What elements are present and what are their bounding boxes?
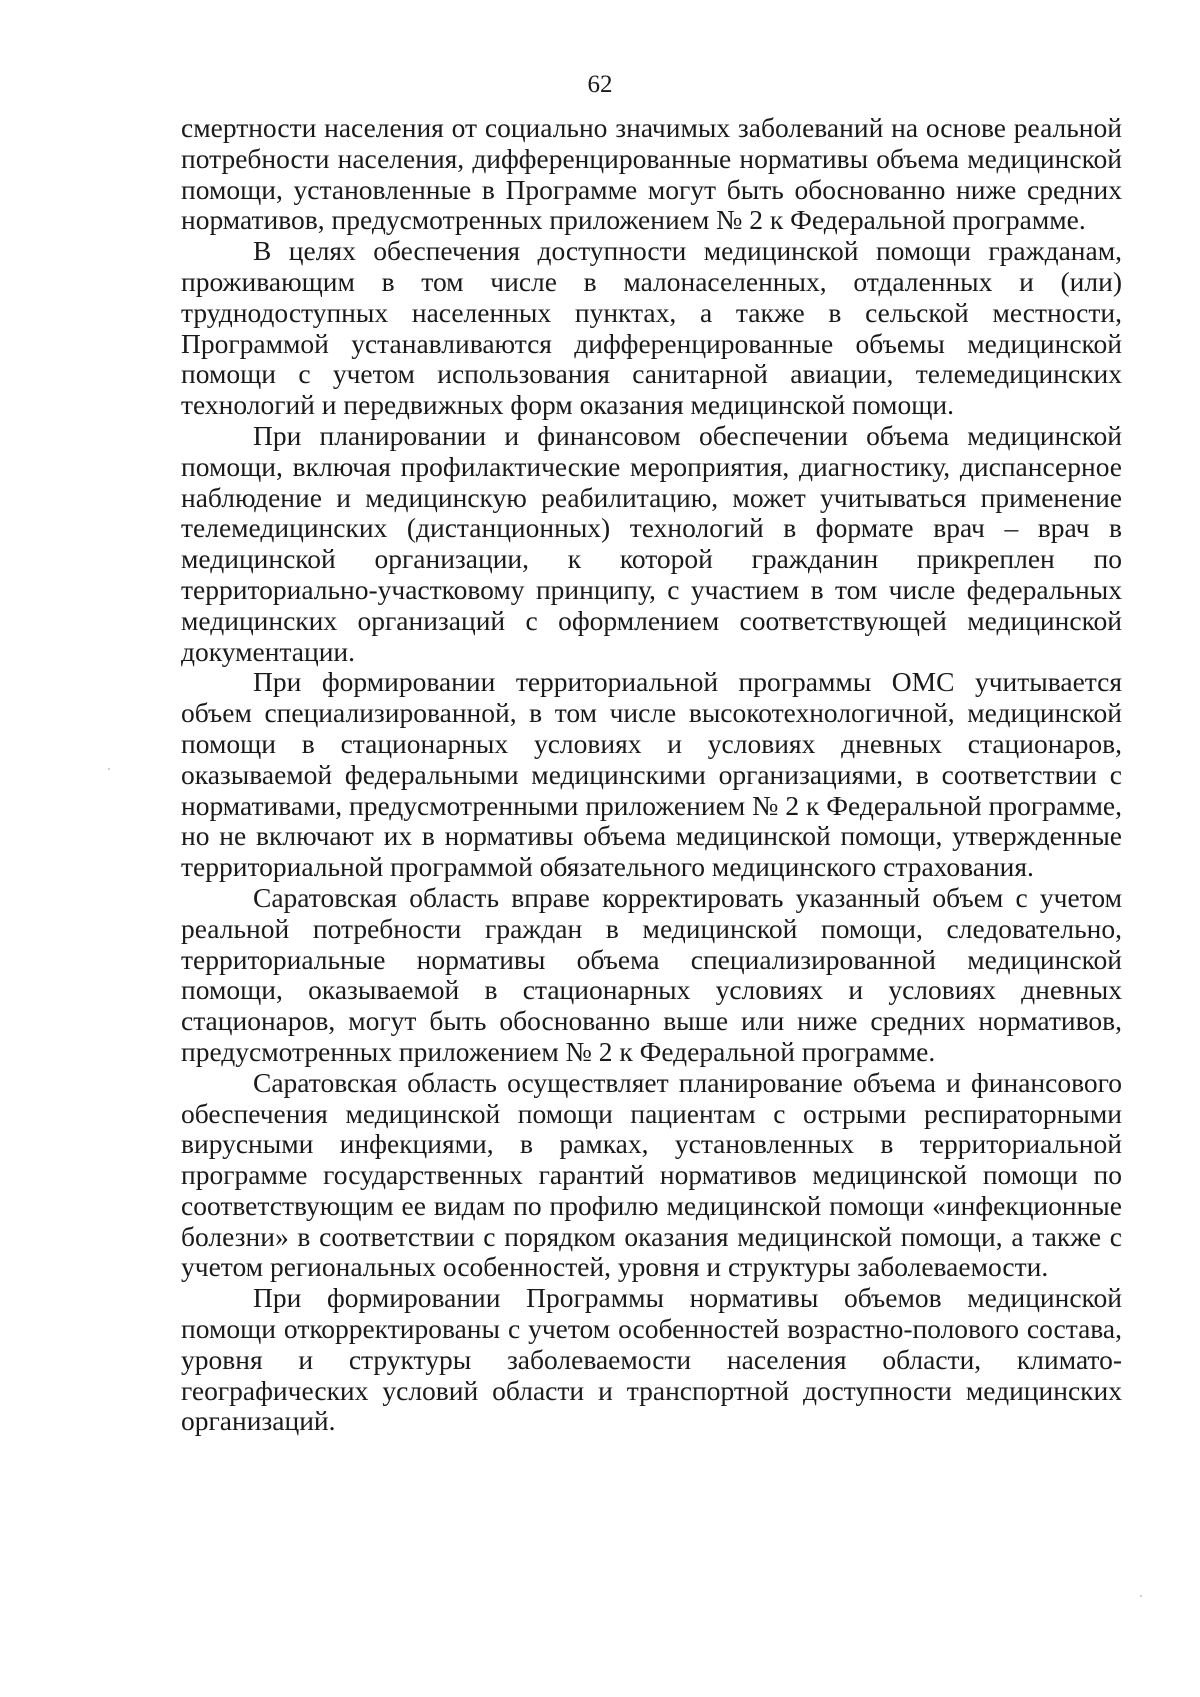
paragraph: Саратовская область вправе корректировать указанный объем с учетом реальной потребности граждан в медицинской помощи, следовательно, территориальные нормативы объема специализированной медицинской помощи, оказываемой в стационарных условиях и условиях дневных стационаров, могут быть обоснованно выше или ниже средних нормативов, предусмотренных приложением № 2 к Федеральной программе. [181, 881, 1122, 1067]
paragraph: При планировании и финансовом обеспечении объема медицинской помощи, включая профилактические мероприятия, диагностику, диспансерное наблюдение и медицинскую реабилитацию, может учитываться применение телемедицинских (дистанционных) технологий в формате врач – врач в медицинской организации, к которой гражданин прикреплен по территориально-участковому принципу, с участием в том числе федеральных медицинских организаций с оформлением соответствующей медицинской документации. [181, 419, 1122, 667]
document-body [181, 113, 1122, 1437]
paragraph: При формировании территориальной программы ОМС учитывается объем специализированной, в том числе высокотехнологичной, медицинской помощи в стационарных условиях и условиях дневных стационаров, оказываемой федеральными медицинскими организациями, в соответствии с нормативами, предусмотренными приложением № 2 к Федеральной программе, но не включают их в нормативы объема медицинской помощи, утвержденные территориальной программой обязательного медицинского страхования. [181, 666, 1122, 883]
paragraph-continuation: смертности населения от социально значимых заболеваний на основе реальной потребности населения, дифференцированные нормативы объема медицинской помощи, установленные в Программе могут быть обоснованно ниже средних нормативов, предусмотренных приложением № 2 к Федеральной программе. [181, 112, 1122, 236]
paragraph: Саратовская область осуществляет планирование объема и финансового обеспечения медицинской помощи пациентам с острыми респираторными вирусными инфекциями, в рамках, установленных в территориальной программе государственных гарантий нормативов медицинской помощи по соответствующим ее видам по профилю медицинской помощи «инфекционные болезни» в соответствии с порядком оказания медицинской помощи, а также с учетом региональных особенностей, уровня и структуры заболеваемости. [181, 1066, 1122, 1283]
scan-speck [108, 768, 110, 770]
paragraph: В целях обеспечения доступности медицинской помощи гражданам, проживающим в том числе в малонаселенных, отдаленных и (или) труднодоступных населенных пунктах, а также в сельской местности, Программой устанавливаются дифференцированные объемы медицинской помощи с учетом использования санитарной авиации, телемедицинских технологий и передвижных форм оказания медицинской помощи. [181, 235, 1122, 421]
scan-speck [1140, 1595, 1142, 1597]
page-number: 62 [587, 71, 613, 98]
paragraph: При формировании Программы нормативы объемов медицинской помощи откорректированы с учетом особенностей возрастно-полового состава, уровня и структуры заболеваемости населения области, климато-географических условий области и транспортной доступности медицинских организаций. [181, 1282, 1122, 1437]
